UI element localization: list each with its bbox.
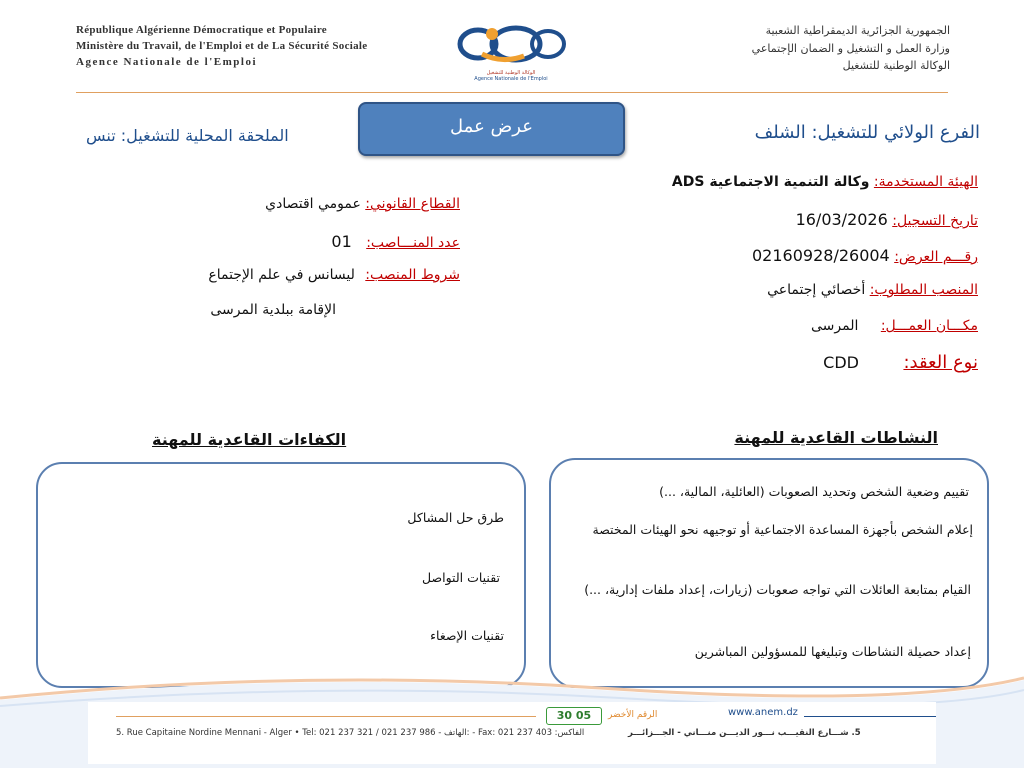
- header-fr-line-2: Ministère du Travail, de l'Emploi et de La Sécurité Sociale: [76, 40, 368, 52]
- footer-address-fr: 5. Rue Capitaine Nordine Mennani - Alger • Tel: 021 237 321 / 021 237 986 - الهاتف: - Fax: 021 237 403 :الفاكس: [116, 728, 585, 738]
- header-fr-line-1: République Algérienne Démocratique et Populaire: [76, 24, 327, 36]
- field-employer-label: الهيئة المستخدمة:: [873, 174, 978, 190]
- job-offer-banner: [358, 102, 625, 156]
- field-contract-type-value: CDD: [823, 353, 859, 372]
- activity-item: تقييم وضعية الشخص وتحديد الصعوبات (العائلية، المالية، ...): [659, 484, 969, 499]
- header-fr-line-3: Agence Nationale de l'Emploi: [76, 56, 258, 68]
- field-registration-date-label: تاريخ التسجيل:: [892, 213, 978, 229]
- activities-title: النشاطات القاعدية للمهنة: [734, 428, 938, 447]
- header-divider: [76, 92, 948, 93]
- activity-item: إعلام الشخص بأجهزة المساعدة الاجتماعية أو توجيهه نحو الهيئات المختصة: [592, 522, 973, 537]
- field-workplace: [811, 318, 978, 334]
- field-workplace-value: المرسى: [811, 318, 859, 334]
- field-contract-type-label: نوع العقد:: [903, 352, 978, 373]
- field-contract-type: [823, 352, 978, 373]
- field-requirements-value: ليسانس في علم الإجتماع: [208, 267, 355, 283]
- field-legal-sector-label: القطاع القانوني:: [365, 196, 460, 212]
- footer: [88, 702, 936, 764]
- green-number-badge: [546, 707, 602, 725]
- footer-website[interactable]: www.anem.dz: [728, 707, 798, 718]
- field-position-value: أخصائي إجتماعي: [767, 282, 866, 298]
- skill-item: طرق حل المشاكل: [407, 510, 504, 525]
- field-legal-sector: [265, 196, 460, 212]
- logo-caption-fr: Agence Nationale de l'Emploi: [474, 76, 548, 82]
- field-position: [767, 282, 978, 298]
- header-ar-line-2: وزارة العمل و التشغيل و الضمان الإجتماعي: [751, 42, 950, 55]
- field-residence: [210, 302, 336, 318]
- anem-logo: [452, 20, 570, 84]
- branch-right: الفرع الولائي للتشغيل: الشلف: [754, 122, 980, 143]
- field-requirements: [208, 267, 460, 283]
- footer-line-orange: [116, 716, 536, 717]
- field-residence-value: الإقامة ببلدية المرسى: [210, 302, 336, 318]
- field-positions-count-value: 01: [331, 232, 352, 251]
- header-ar-line-3: الوكالة الوطنية للتشغيل: [842, 59, 950, 72]
- skill-item: تقنيات الإصغاء: [430, 628, 504, 643]
- green-number-label: الرقم الأخضر: [608, 710, 658, 720]
- skill-item: تقنيات التواصل: [422, 570, 500, 585]
- activity-item: القيام بمتابعة العائلات التي تواجه صعوبات (زيارات، إعداد ملفات إدارية، ...): [584, 582, 971, 597]
- branch-left: الملحقة المحلية للتشغيل: تنس: [86, 126, 289, 145]
- field-registration-date-value: 16/03/2026: [795, 210, 888, 229]
- job-offer-banner-label: عرض عمل: [450, 116, 533, 137]
- field-legal-sector-value: عمومي اقتصادي: [265, 196, 361, 212]
- footer-line-blue: [804, 716, 936, 717]
- field-positions-count: [331, 232, 460, 251]
- green-number: 30 05: [556, 709, 592, 722]
- logo-caption-ar: الوكالة الوطنية للتشغيل: [486, 70, 536, 76]
- header: [0, 0, 1024, 92]
- field-position-label: المنصب المطلوب:: [869, 282, 978, 298]
- skills-title: الكفاءات القاعدية للمهنة: [152, 430, 347, 449]
- field-workplace-label: مكـــان العمـــل:: [880, 318, 978, 334]
- field-employer-value: وكالة التنمية الاجتماعية ADS: [671, 174, 870, 190]
- field-employer: [672, 174, 978, 190]
- anem-logo-icon: [452, 20, 570, 66]
- field-positions-count-label: عدد المنـــاصب:: [366, 235, 460, 251]
- activity-item: إعداد حصيلة النشاطات وتبليغها للمسؤولين المباشرين: [694, 644, 971, 659]
- header-ar-line-1: الجمهورية الجزائرية الديمقراطية الشعبية: [765, 24, 950, 37]
- field-offer-number-value: 02160928/26004: [752, 246, 890, 265]
- field-offer-number-label: رقـــم العرض:: [894, 249, 978, 265]
- field-requirements-label: شروط المنصب:: [365, 267, 460, 283]
- field-offer-number: [752, 246, 978, 265]
- field-registration-date: [796, 210, 978, 229]
- footer-address-ar: 5. شـــارع النقيـــب نـــور الديـــن منـــاني - الجـــزائـــر: [628, 728, 861, 738]
